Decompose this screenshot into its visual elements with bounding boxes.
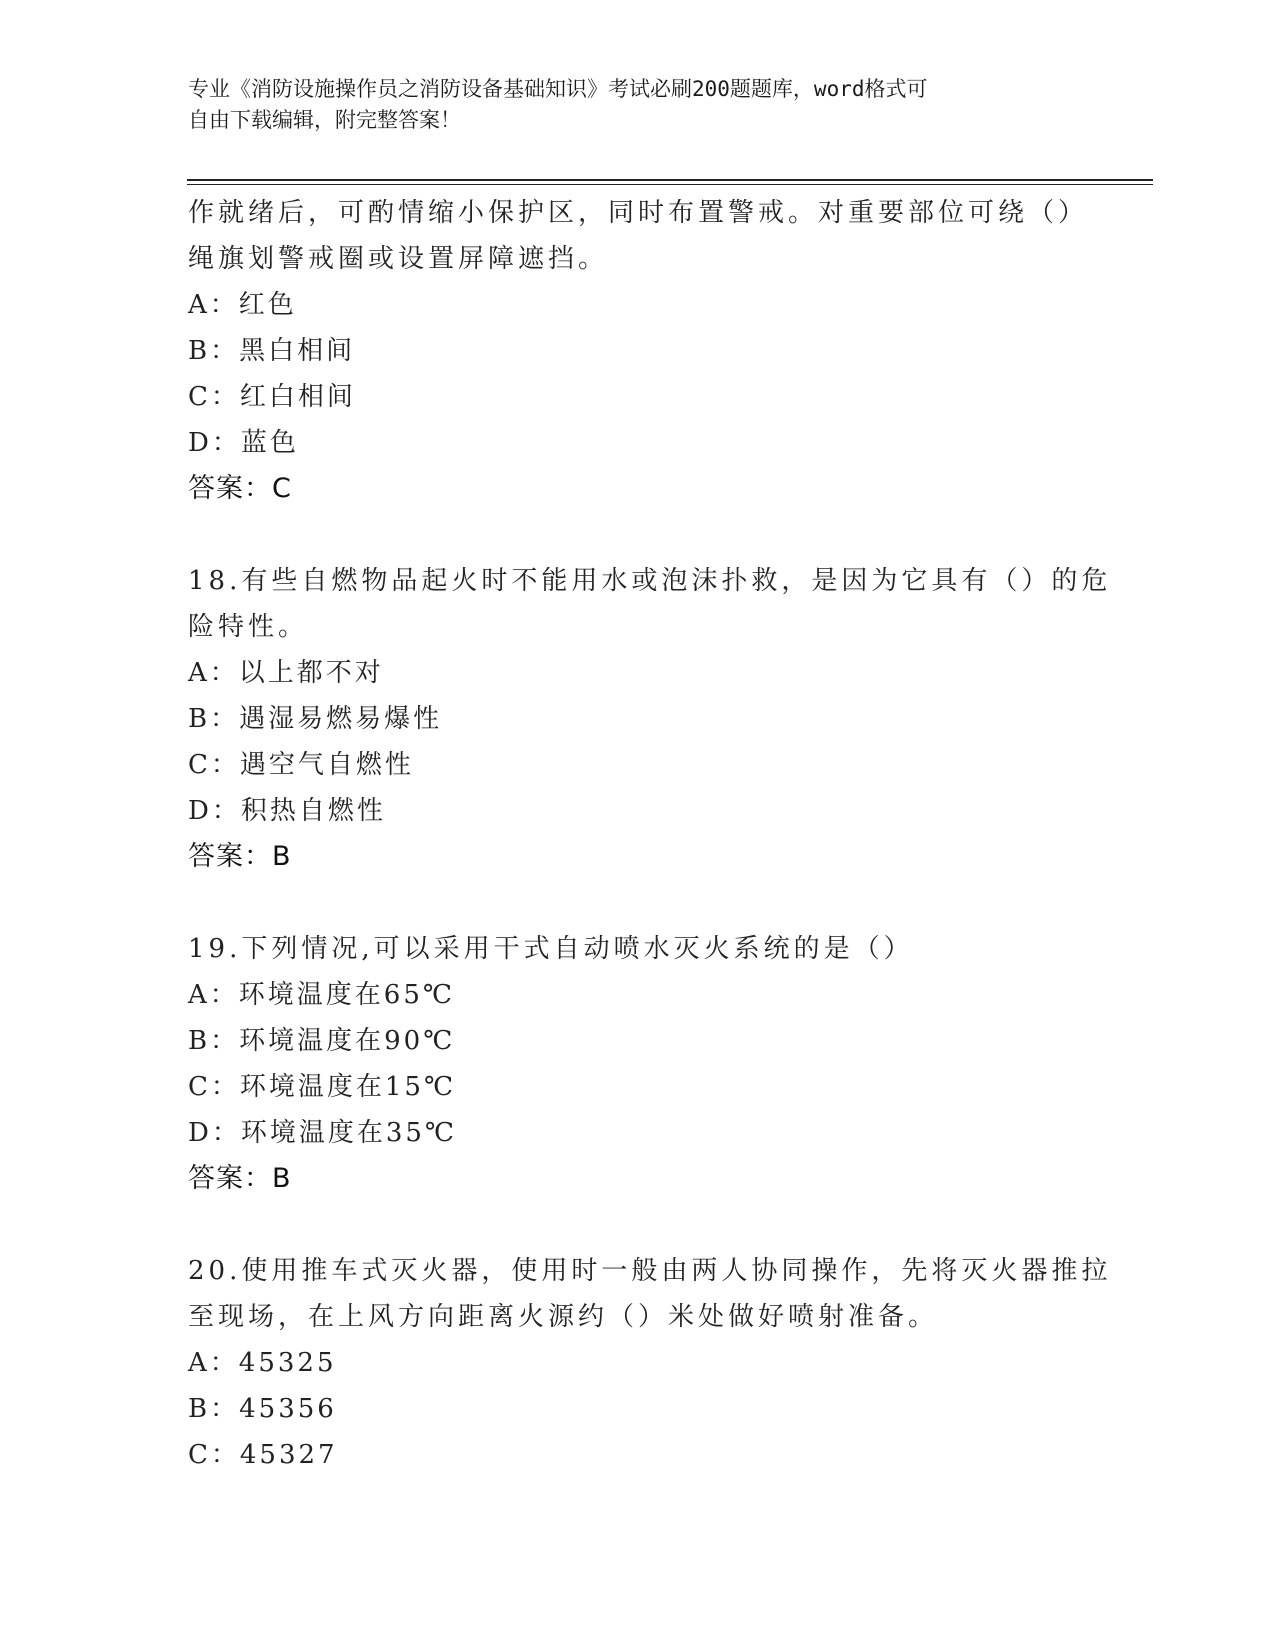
question-18 (188, 558, 1112, 880)
option-d: D：积热自燃性 (188, 796, 386, 826)
option-c: C：遇空气自燃性 (188, 750, 414, 780)
option-c: C：环境温度在15℃ (188, 1072, 457, 1102)
question-text-line: 作就绪后，可酌情缩小保护区，同时布置警戒。对重要部位可绕（） (188, 198, 1089, 228)
question-17 (188, 190, 1088, 512)
question-text-line: 至现场，在上风方向距离火源约（）米处做好喷射准备。 (188, 1302, 939, 1332)
option-c: C：红白相间 (188, 382, 356, 412)
option-a: A：45325 (188, 1348, 337, 1378)
spacer (188, 880, 1088, 926)
answer: 答案：B (188, 1163, 292, 1194)
option-a: A：以上都不对 (188, 658, 384, 688)
header-divider-thin (187, 184, 1153, 185)
header-divider-thick (187, 179, 1153, 181)
answer: 答案：C (188, 473, 292, 504)
option-c: C：45327 (188, 1440, 338, 1470)
spacer (188, 1202, 1088, 1248)
question-20 (188, 1248, 1112, 1478)
spacer (188, 512, 1088, 558)
option-b: B：黑白相间 (188, 336, 356, 366)
header-line-2: 自由下载编辑，附完整答案！ (188, 108, 461, 132)
option-a: A：红色 (188, 290, 297, 320)
option-b: B：遇湿易燃易爆性 (188, 704, 443, 734)
document-header (188, 74, 1088, 136)
question-list (188, 190, 1112, 1478)
option-a: A：环境温度在65℃ (188, 980, 455, 1010)
question-text-line: 18.有些自燃物品起火时不能用水或泡沫扑救，是因为它具有（）的危 (188, 566, 1112, 596)
question-19 (188, 926, 1088, 1202)
question-text-line: 20.使用推车式灭火器，使用时一般由两人协同操作，先将灭火器推拉 (188, 1256, 1112, 1286)
option-d: D：环境温度在35℃ (188, 1118, 458, 1148)
question-text-line: 险特性。 (188, 612, 309, 642)
question-text-line: 绳旗划警戒圈或设置屏障遮挡。 (188, 244, 609, 274)
question-text-line: 19.下列情况,可以采用干式自动喷水灭火系统的是（） (188, 934, 914, 964)
option-b: B：45356 (188, 1394, 337, 1424)
option-b: B：环境温度在90℃ (188, 1026, 456, 1056)
answer: 答案：B (188, 841, 292, 872)
header-line-1: 专业《消防设施操作员之消防设备基础知识》考试必刷200题题库，word格式可 (188, 77, 928, 101)
option-d: D：蓝色 (188, 428, 299, 458)
